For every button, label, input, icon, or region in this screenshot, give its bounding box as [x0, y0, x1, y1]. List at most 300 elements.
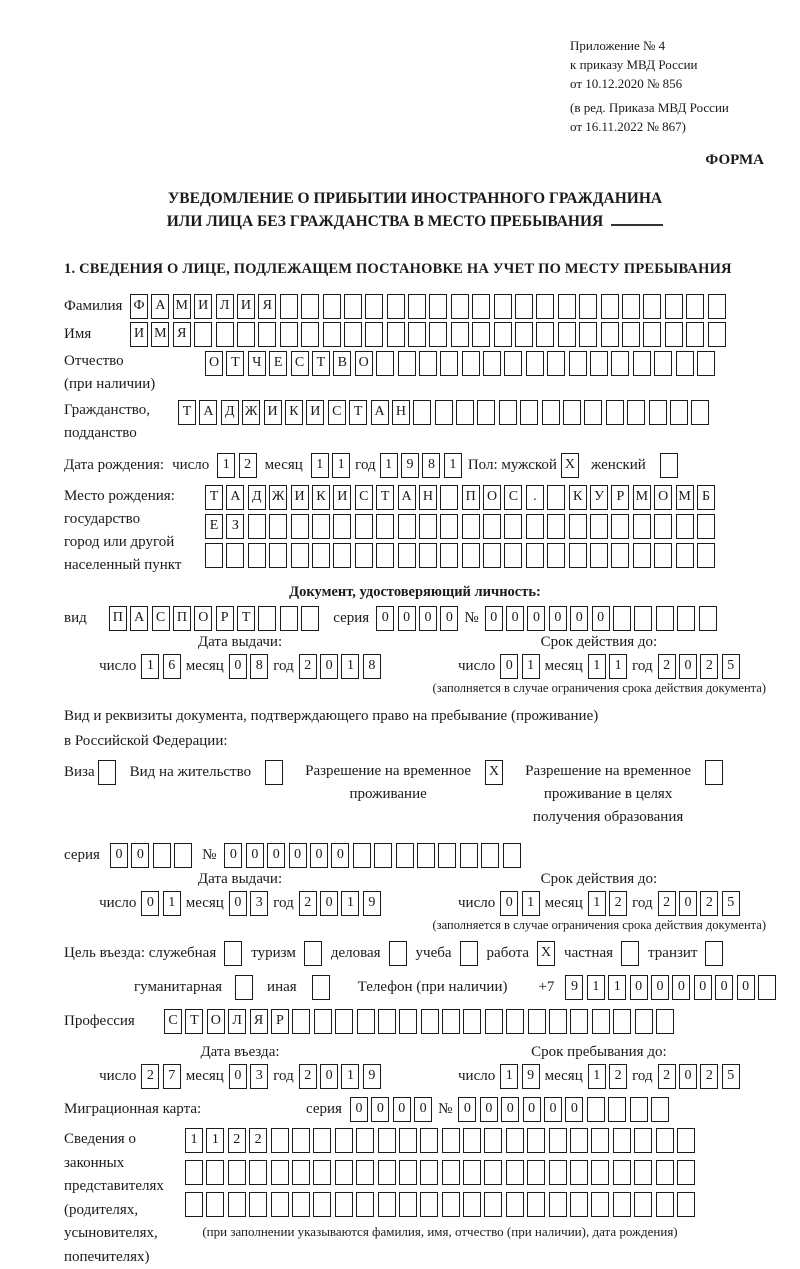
char-cell[interactable]: В: [333, 351, 351, 376]
char-cell[interactable]: [440, 543, 458, 568]
temp-residence-education-checkbox[interactable]: [705, 760, 723, 785]
char-cell[interactable]: 1: [341, 654, 359, 679]
char-cell[interactable]: 0: [592, 606, 610, 631]
char-cell[interactable]: [442, 1160, 460, 1185]
char-cell[interactable]: М: [676, 485, 694, 510]
char-cell[interactable]: [463, 1009, 481, 1034]
char-cell[interactable]: [665, 322, 683, 347]
char-cell[interactable]: [549, 1009, 567, 1034]
char-cell[interactable]: [440, 514, 458, 539]
char-cell[interactable]: И: [291, 485, 309, 510]
residence-permit-checkbox[interactable]: [265, 760, 283, 785]
char-cell[interactable]: 2: [249, 1128, 267, 1153]
stay-day[interactable]: [500, 1064, 539, 1089]
char-cell[interactable]: А: [371, 400, 389, 425]
char-cell[interactable]: [269, 514, 287, 539]
char-cell[interactable]: [269, 543, 287, 568]
char-cell[interactable]: [399, 1192, 417, 1217]
char-cell[interactable]: [483, 543, 501, 568]
char-cell[interactable]: 0: [419, 606, 437, 631]
char-cell[interactable]: О: [207, 1009, 225, 1034]
visa-checkbox[interactable]: [98, 760, 116, 785]
char-cell[interactable]: [494, 294, 512, 319]
char-cell[interactable]: [417, 843, 435, 868]
char-cell[interactable]: 1: [332, 453, 350, 478]
char-cell[interactable]: [472, 322, 490, 347]
char-cell[interactable]: [387, 322, 405, 347]
char-cell[interactable]: [313, 1160, 331, 1185]
char-cell[interactable]: [634, 1192, 652, 1217]
char-cell[interactable]: Т: [312, 351, 330, 376]
birth-place-row3-cells[interactable]: [205, 543, 715, 568]
char-cell[interactable]: [280, 606, 298, 631]
char-cell[interactable]: [660, 453, 678, 478]
char-cell[interactable]: Б: [697, 485, 715, 510]
char-cell[interactable]: [633, 543, 651, 568]
char-cell[interactable]: 0: [371, 1097, 389, 1122]
char-cell[interactable]: [483, 351, 501, 376]
char-cell[interactable]: [421, 1009, 439, 1034]
char-cell[interactable]: [374, 843, 392, 868]
char-cell[interactable]: [98, 760, 116, 785]
char-cell[interactable]: [248, 514, 266, 539]
char-cell[interactable]: [396, 843, 414, 868]
char-cell[interactable]: [442, 1192, 460, 1217]
char-cell[interactable]: 0: [565, 1097, 583, 1122]
char-cell[interactable]: [228, 1160, 246, 1185]
char-cell[interactable]: 1: [341, 891, 359, 916]
char-cell[interactable]: [292, 1128, 310, 1153]
purpose-tourism-checkbox[interactable]: [304, 941, 322, 966]
migration-number-cells[interactable]: [458, 1097, 669, 1122]
char-cell[interactable]: [633, 514, 651, 539]
char-cell[interactable]: А: [130, 606, 148, 631]
char-cell[interactable]: [677, 1160, 695, 1185]
char-cell[interactable]: [527, 1192, 545, 1217]
char-cell[interactable]: М: [151, 322, 169, 347]
char-cell[interactable]: 0: [458, 1097, 476, 1122]
representatives-row1-cells[interactable]: [185, 1128, 695, 1153]
migration-series-cells[interactable]: [350, 1097, 432, 1122]
char-cell[interactable]: Я: [250, 1009, 268, 1034]
char-cell[interactable]: [442, 1009, 460, 1034]
char-cell[interactable]: [506, 1160, 524, 1185]
char-cell[interactable]: [526, 514, 544, 539]
char-cell[interactable]: 0: [544, 1097, 562, 1122]
char-cell[interactable]: Т: [237, 606, 255, 631]
char-cell[interactable]: 0: [500, 891, 518, 916]
char-cell[interactable]: Ч: [248, 351, 266, 376]
char-cell[interactable]: [526, 543, 544, 568]
char-cell[interactable]: 1: [141, 654, 159, 679]
char-cell[interactable]: И: [194, 294, 212, 319]
char-cell[interactable]: [558, 294, 576, 319]
char-cell[interactable]: [570, 1160, 588, 1185]
char-cell[interactable]: [249, 1192, 267, 1217]
char-cell[interactable]: [206, 1192, 224, 1217]
char-cell[interactable]: [526, 351, 544, 376]
char-cell[interactable]: 1: [380, 453, 398, 478]
char-cell[interactable]: [506, 1009, 524, 1034]
char-cell[interactable]: 0: [393, 1097, 411, 1122]
char-cell[interactable]: Т: [178, 400, 196, 425]
identity-valid-year[interactable]: [658, 654, 740, 679]
purpose-commercial-checkbox[interactable]: [389, 941, 407, 966]
char-cell[interactable]: [292, 1009, 310, 1034]
char-cell[interactable]: 2: [299, 1064, 317, 1089]
char-cell[interactable]: [271, 1128, 289, 1153]
char-cell[interactable]: [365, 322, 383, 347]
char-cell[interactable]: [435, 400, 453, 425]
char-cell[interactable]: [665, 294, 683, 319]
char-cell[interactable]: [686, 294, 704, 319]
char-cell[interactable]: [484, 1160, 502, 1185]
char-cell[interactable]: [356, 1128, 374, 1153]
char-cell[interactable]: [622, 294, 640, 319]
char-cell[interactable]: [356, 1192, 374, 1217]
char-cell[interactable]: [677, 606, 695, 631]
char-cell[interactable]: [398, 514, 416, 539]
char-cell[interactable]: [591, 1128, 609, 1153]
residence-issue-day[interactable]: [141, 891, 180, 916]
char-cell[interactable]: [654, 514, 672, 539]
char-cell[interactable]: [705, 760, 723, 785]
char-cell[interactable]: И: [333, 485, 351, 510]
char-cell[interactable]: [356, 1160, 374, 1185]
char-cell[interactable]: 0: [131, 843, 149, 868]
char-cell[interactable]: [365, 294, 383, 319]
birth-day-cells[interactable]: [217, 453, 256, 478]
char-cell[interactable]: [355, 543, 373, 568]
char-cell[interactable]: 0: [570, 606, 588, 631]
char-cell[interactable]: 2: [228, 1128, 246, 1153]
char-cell[interactable]: 2: [609, 891, 627, 916]
char-cell[interactable]: [549, 1192, 567, 1217]
char-cell[interactable]: [323, 322, 341, 347]
char-cell[interactable]: 5: [722, 654, 740, 679]
char-cell[interactable]: 0: [289, 843, 307, 868]
char-cell[interactable]: [258, 322, 276, 347]
char-cell[interactable]: 0: [141, 891, 159, 916]
char-cell[interactable]: 0: [440, 606, 458, 631]
char-cell[interactable]: 2: [299, 891, 317, 916]
char-cell[interactable]: [376, 514, 394, 539]
char-cell[interactable]: [536, 322, 554, 347]
char-cell[interactable]: [483, 514, 501, 539]
char-cell[interactable]: Я: [258, 294, 276, 319]
char-cell[interactable]: 0: [651, 975, 669, 1000]
char-cell[interactable]: [291, 514, 309, 539]
char-cell[interactable]: [506, 1128, 524, 1153]
char-cell[interactable]: 9: [363, 1064, 381, 1089]
char-cell[interactable]: [547, 543, 565, 568]
char-cell[interactable]: [570, 1192, 588, 1217]
char-cell[interactable]: [472, 294, 490, 319]
char-cell[interactable]: Н: [419, 485, 437, 510]
char-cell[interactable]: 2: [700, 891, 718, 916]
char-cell[interactable]: Л: [216, 294, 234, 319]
char-cell[interactable]: 6: [163, 654, 181, 679]
char-cell[interactable]: [205, 543, 223, 568]
char-cell[interactable]: Л: [228, 1009, 246, 1034]
char-cell[interactable]: [353, 843, 371, 868]
char-cell[interactable]: [420, 1128, 438, 1153]
char-cell[interactable]: [462, 351, 480, 376]
stay-month[interactable]: [588, 1064, 627, 1089]
char-cell[interactable]: [494, 322, 512, 347]
char-cell[interactable]: Т: [185, 1009, 203, 1034]
char-cell[interactable]: [399, 1160, 417, 1185]
char-cell[interactable]: [515, 322, 533, 347]
purpose-work-checkbox[interactable]: [537, 941, 555, 966]
char-cell[interactable]: [587, 1097, 605, 1122]
char-cell[interactable]: [440, 485, 458, 510]
char-cell[interactable]: [280, 294, 298, 319]
char-cell[interactable]: 8: [363, 654, 381, 679]
char-cell[interactable]: [676, 514, 694, 539]
char-cell[interactable]: [292, 1160, 310, 1185]
char-cell[interactable]: [699, 606, 717, 631]
char-cell[interactable]: [570, 1009, 588, 1034]
char-cell[interactable]: А: [398, 485, 416, 510]
patronymic-cells[interactable]: [205, 351, 715, 376]
char-cell[interactable]: [429, 294, 447, 319]
char-cell[interactable]: [228, 1192, 246, 1217]
char-cell[interactable]: [313, 1192, 331, 1217]
char-cell[interactable]: 5: [722, 891, 740, 916]
char-cell[interactable]: Т: [349, 400, 367, 425]
char-cell[interactable]: Т: [376, 485, 394, 510]
char-cell[interactable]: [249, 1160, 267, 1185]
doc-kind-cells[interactable]: [109, 606, 320, 631]
char-cell[interactable]: [542, 400, 560, 425]
char-cell[interactable]: [398, 543, 416, 568]
char-cell[interactable]: 2: [609, 1064, 627, 1089]
char-cell[interactable]: [549, 1160, 567, 1185]
char-cell[interactable]: К: [569, 485, 587, 510]
char-cell[interactable]: [398, 351, 416, 376]
char-cell[interactable]: П: [109, 606, 127, 631]
char-cell[interactable]: [601, 322, 619, 347]
char-cell[interactable]: X: [485, 760, 503, 785]
char-cell[interactable]: [570, 1128, 588, 1153]
char-cell[interactable]: 9: [401, 453, 419, 478]
char-cell[interactable]: А: [151, 294, 169, 319]
birth-place-row2-cells[interactable]: [205, 514, 715, 539]
char-cell[interactable]: Е: [269, 351, 287, 376]
char-cell[interactable]: [304, 941, 322, 966]
char-cell[interactable]: [301, 606, 319, 631]
char-cell[interactable]: 0: [224, 843, 242, 868]
char-cell[interactable]: И: [306, 400, 324, 425]
char-cell[interactable]: [419, 543, 437, 568]
birth-year-cells[interactable]: [380, 453, 462, 478]
char-cell[interactable]: Д: [221, 400, 239, 425]
char-cell[interactable]: 0: [694, 975, 712, 1000]
char-cell[interactable]: [456, 400, 474, 425]
char-cell[interactable]: 8: [422, 453, 440, 478]
char-cell[interactable]: [301, 322, 319, 347]
char-cell[interactable]: 0: [229, 654, 247, 679]
char-cell[interactable]: [590, 351, 608, 376]
char-cell[interactable]: [185, 1192, 203, 1217]
char-cell[interactable]: О: [194, 606, 212, 631]
char-cell[interactable]: 0: [549, 606, 567, 631]
char-cell[interactable]: 0: [506, 606, 524, 631]
char-cell[interactable]: [506, 1192, 524, 1217]
char-cell[interactable]: [460, 941, 478, 966]
char-cell[interactable]: [697, 514, 715, 539]
char-cell[interactable]: С: [328, 400, 346, 425]
char-cell[interactable]: [504, 514, 522, 539]
char-cell[interactable]: [271, 1192, 289, 1217]
char-cell[interactable]: М: [173, 294, 191, 319]
char-cell[interactable]: [670, 400, 688, 425]
char-cell[interactable]: 1: [588, 1064, 606, 1089]
char-cell[interactable]: [627, 400, 645, 425]
char-cell[interactable]: 1: [311, 453, 329, 478]
identity-issue-month[interactable]: [229, 654, 268, 679]
char-cell[interactable]: [697, 543, 715, 568]
char-cell[interactable]: [357, 1009, 375, 1034]
char-cell[interactable]: [271, 1160, 289, 1185]
char-cell[interactable]: 1: [341, 1064, 359, 1089]
char-cell[interactable]: .: [526, 485, 544, 510]
char-cell[interactable]: 0: [310, 843, 328, 868]
char-cell[interactable]: 0: [246, 843, 264, 868]
char-cell[interactable]: [265, 760, 283, 785]
char-cell[interactable]: 1: [444, 453, 462, 478]
char-cell[interactable]: О: [654, 485, 672, 510]
char-cell[interactable]: [547, 514, 565, 539]
char-cell[interactable]: [335, 1128, 353, 1153]
char-cell[interactable]: 2: [658, 654, 676, 679]
char-cell[interactable]: 0: [110, 843, 128, 868]
char-cell[interactable]: [656, 1192, 674, 1217]
char-cell[interactable]: О: [355, 351, 373, 376]
residence-valid-month[interactable]: [588, 891, 627, 916]
char-cell[interactable]: [528, 1009, 546, 1034]
char-cell[interactable]: [206, 1160, 224, 1185]
char-cell[interactable]: 0: [331, 843, 349, 868]
char-cell[interactable]: [569, 351, 587, 376]
char-cell[interactable]: [691, 400, 709, 425]
char-cell[interactable]: [547, 485, 565, 510]
char-cell[interactable]: [194, 322, 212, 347]
purpose-private-checkbox[interactable]: [621, 941, 639, 966]
char-cell[interactable]: [601, 294, 619, 319]
char-cell[interactable]: [677, 1192, 695, 1217]
char-cell[interactable]: [153, 843, 171, 868]
char-cell[interactable]: [549, 1128, 567, 1153]
char-cell[interactable]: [174, 843, 192, 868]
char-cell[interactable]: 0: [679, 1064, 697, 1089]
representatives-row2-cells[interactable]: [185, 1160, 695, 1185]
char-cell[interactable]: [413, 400, 431, 425]
char-cell[interactable]: Д: [248, 485, 266, 510]
char-cell[interactable]: [656, 1160, 674, 1185]
char-cell[interactable]: 1: [522, 654, 540, 679]
char-cell[interactable]: [333, 514, 351, 539]
char-cell[interactable]: [485, 1009, 503, 1034]
char-cell[interactable]: [633, 351, 651, 376]
char-cell[interactable]: [758, 975, 776, 1000]
char-cell[interactable]: [462, 543, 480, 568]
char-cell[interactable]: И: [264, 400, 282, 425]
char-cell[interactable]: [643, 322, 661, 347]
char-cell[interactable]: К: [285, 400, 303, 425]
purpose-study-checkbox[interactable]: [460, 941, 478, 966]
char-cell[interactable]: 2: [700, 654, 718, 679]
stay-year[interactable]: [658, 1064, 740, 1089]
char-cell[interactable]: [590, 543, 608, 568]
birth-month-cells[interactable]: [311, 453, 350, 478]
char-cell[interactable]: [462, 514, 480, 539]
char-cell[interactable]: [399, 1128, 417, 1153]
char-cell[interactable]: 9: [565, 975, 583, 1000]
char-cell[interactable]: [592, 1009, 610, 1034]
char-cell[interactable]: [408, 294, 426, 319]
char-cell[interactable]: Р: [271, 1009, 289, 1034]
char-cell[interactable]: X: [561, 453, 579, 478]
char-cell[interactable]: [611, 543, 629, 568]
char-cell[interactable]: 1: [185, 1128, 203, 1153]
char-cell[interactable]: [387, 294, 405, 319]
char-cell[interactable]: 8: [250, 654, 268, 679]
char-cell[interactable]: [527, 1128, 545, 1153]
char-cell[interactable]: [613, 1128, 631, 1153]
char-cell[interactable]: [312, 543, 330, 568]
char-cell[interactable]: [611, 351, 629, 376]
char-cell[interactable]: [634, 1160, 652, 1185]
char-cell[interactable]: [536, 294, 554, 319]
char-cell[interactable]: 0: [527, 606, 545, 631]
char-cell[interactable]: [460, 843, 478, 868]
entry-year[interactable]: [299, 1064, 381, 1089]
char-cell[interactable]: 1: [217, 453, 235, 478]
purpose-transit-checkbox[interactable]: [705, 941, 723, 966]
char-cell[interactable]: [584, 400, 602, 425]
char-cell[interactable]: 9: [363, 891, 381, 916]
char-cell[interactable]: 0: [229, 891, 247, 916]
char-cell[interactable]: [463, 1160, 481, 1185]
char-cell[interactable]: [312, 975, 330, 1000]
char-cell[interactable]: [335, 1192, 353, 1217]
char-cell[interactable]: [591, 1160, 609, 1185]
char-cell[interactable]: 0: [267, 843, 285, 868]
char-cell[interactable]: [630, 1097, 648, 1122]
char-cell[interactable]: [463, 1128, 481, 1153]
char-cell[interactable]: [429, 322, 447, 347]
char-cell[interactable]: [515, 294, 533, 319]
char-cell[interactable]: [314, 1009, 332, 1034]
char-cell[interactable]: 0: [485, 606, 503, 631]
char-cell[interactable]: [520, 400, 538, 425]
char-cell[interactable]: [676, 543, 694, 568]
entry-month[interactable]: [229, 1064, 268, 1089]
sex-male-checkbox[interactable]: [561, 453, 579, 478]
identity-issue-day[interactable]: [141, 654, 180, 679]
char-cell[interactable]: [591, 1192, 609, 1217]
citizenship-cells[interactable]: [178, 400, 709, 425]
char-cell[interactable]: 0: [480, 1097, 498, 1122]
char-cell[interactable]: [654, 351, 672, 376]
char-cell[interactable]: [419, 351, 437, 376]
char-cell[interactable]: Ж: [242, 400, 260, 425]
char-cell[interactable]: И: [130, 322, 148, 347]
char-cell[interactable]: [301, 294, 319, 319]
char-cell[interactable]: [590, 514, 608, 539]
